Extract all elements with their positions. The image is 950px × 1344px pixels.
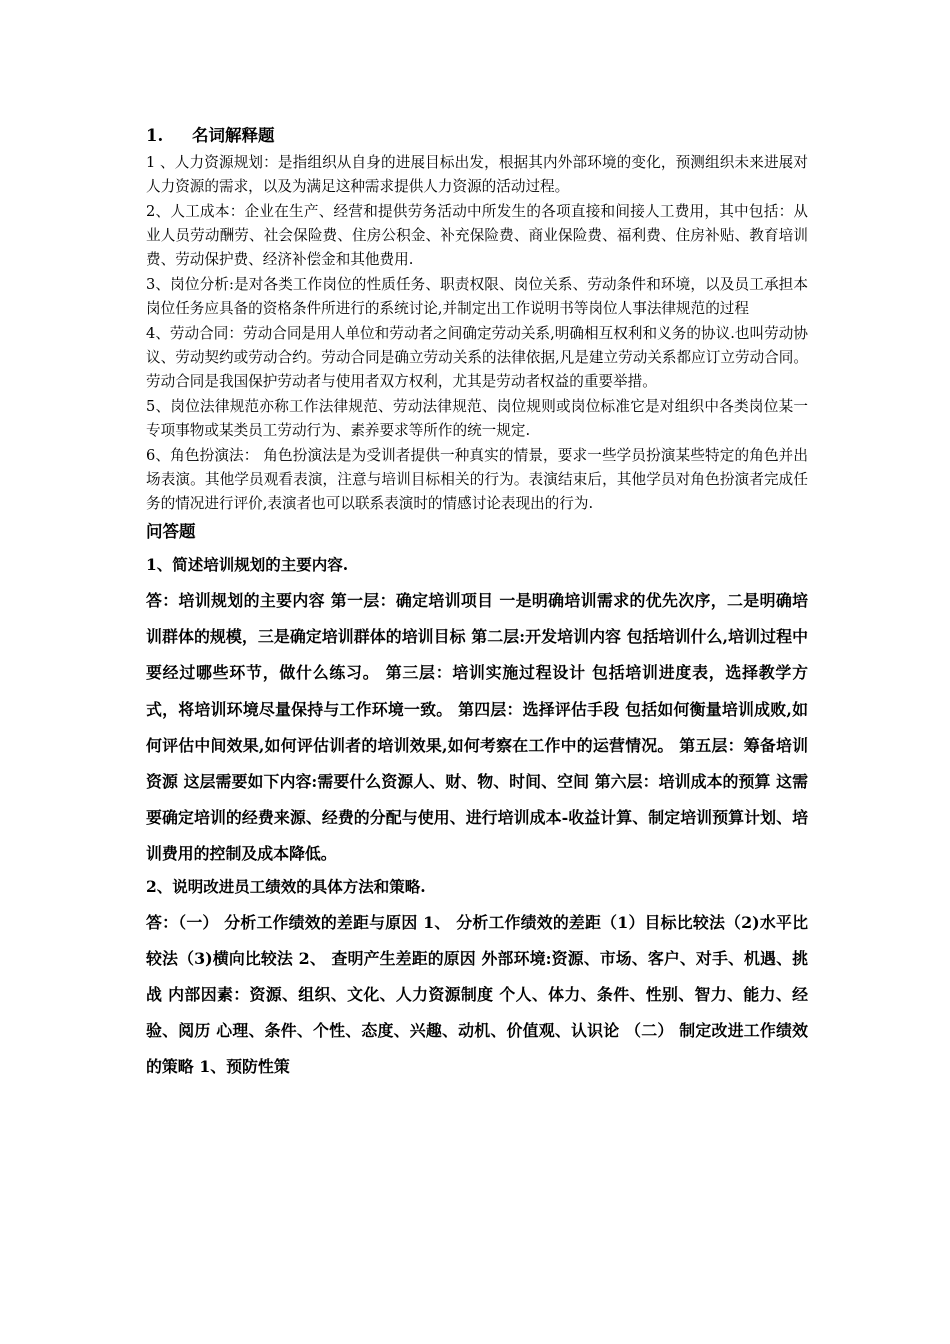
answer-2: 答：（一） 分析工作绩效的差距与原因 1、 分析工作绩效的差距（1）目标比较法（2)水平比较法（3)横向比较法 2、 查明产生差距的原因 外部环境:资源、市场、客户、对手、机遇、挑战 内部因素：资源、组织、文化、人力资源制度 个人、体力、条件、性别、智力、能力、经验、阅历 心理、条件、个性、态度、兴趣、动机、价值观、认识论 （二） 制定改进工作绩效的策略 1、预防性策 <box>146 912 808 1077</box>
answer-1: 答：培训规划的主要内容 第一层：确定培训项目 一是明确培训需求的优先次序，二是明确培训群体的规模，三是确定培训群体的培训目标 第二层:开发培训内容 包括培训什么,培训过程中要经过哪些环节，做什么练习。 第三层：培训实施过程设计 包括培训进度表，选择教学方式，将培训环境尽量保持与工作环境一致。 第四层：选择评估手段 包括如何衡量培训成败,如何评估中间效果,如何评估训者的培训效果,如何考察在工作中的运营情况。 第五层：筹备培训资源 这层需要如下内容:需要什么资源人、财、物、时间、空间 第六层：培训成本的预算 这需要确定培训的经费来源、经费的分配与使用、进行培训成本-收益计算、制定培训预算计划、培训费用的控制及成本降低。 <box>146 591 808 864</box>
question-2: 2、说明改进员工绩效的具体方法和策略. <box>146 876 426 896</box>
term-6-paragraph: 6、角色扮演法： 角色扮演法是为受训者提供一种真实的情景，要求一些学员扮演某些特定的角色并出场表演。其他学员观看表演，注意与培训目标相关的行为。表演结束后，其他学员对角色扮演者完成任务的情况进行评价,表演者也可以联系表演时的情感讨论表现出的行为. <box>146 447 808 512</box>
section-1-number: 1. <box>146 126 164 145</box>
term-5-paragraph: 5、岗位法律规范亦称工作法律规范、劳动法律规范、岗位规则或岗位标准它是对组织中各类岗位某一专项事物或某类员工劳动行为、素养要求等所作的统一规定. <box>146 398 808 439</box>
section-2-title: 问答题 <box>146 522 196 541</box>
term-3-paragraph: 3、岗位分析:是对各类工作岗位的性质任务、职责权限、岗位关系、劳动条件和环境，以及员工承担本岗位任务应具备的资格条件所进行的系统讨论,并制定出工作说明书等岗位人事法律规范的过程 <box>146 276 808 317</box>
section-1-heading <box>146 124 808 148</box>
document-page <box>146 124 808 1086</box>
question-1: 1、简述培训规划的主要内容. <box>146 555 349 574</box>
term-2-paragraph: 2、人工成本：企业在生产、经营和提供劳务活动中所发生的各项直接和间接人工费用，其中包括：从业人员劳动酬劳、社会保险费、住房公积金、补充保险费、商业保险费、福利费、住房补贴、教育培训费、劳动保护费、经济补偿金和其他费用. <box>146 203 808 268</box>
term-1-paragraph: 1 、人力资源规划：是指组织从自身的进展目标出发，根据其内外部环境的变化，预测组织未来进展对人力资源的需求，以及为满足这种需求提供人力资源的活动过程。 <box>146 154 808 195</box>
section-1-title: 名词解释题 <box>192 126 275 145</box>
term-4-paragraph: 4、劳动合同：劳动合同是用人单位和劳动者之间确定劳动关系,明确相互权利和义务的协议.也叫劳动协议、劳动契约或劳动合约。劳动合同是确立劳动关系的法律依据,凡是建立劳动关系都应订立劳动合同。劳动合同是我国保护劳动者与使用者双方权利，尤其是劳动者权益的重要举措。 <box>146 325 808 390</box>
